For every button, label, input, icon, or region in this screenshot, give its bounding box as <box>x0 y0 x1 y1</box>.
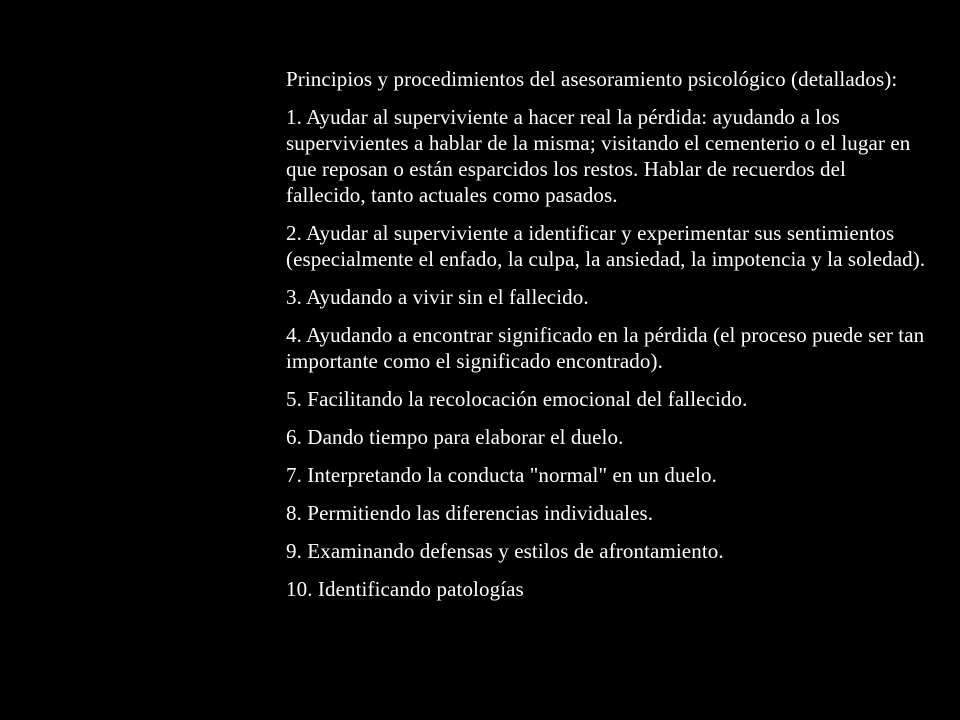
list-item-8: 8. Permitiendo las diferencias individuales. <box>286 501 654 525</box>
list-item-1: 1. Ayudar al superviviente a hacer real la pérdida: ayudando a los supervivientes a hablar de la misma; visitando el cementerio o el lugar en que reposan o están esparcidos los restos. Hablar de recuerdos del fallecido, tanto actuales como pasados. <box>286 105 911 207</box>
list-item-7: 7. Interpretando la conducta "normal" en un duelo. <box>286 463 717 487</box>
list-item-6: 6. Dando tiempo para elaborar el duelo. <box>286 425 624 449</box>
list-item-2: 2. Ayudar al superviviente a identificar y experimentar sus sentimientos (especialmente el enfado, la culpa, la ansiedad, la impotencia y la soledad). <box>286 221 926 271</box>
list-item-3: 3. Ayudando a vivir sin el fallecido. <box>286 285 589 309</box>
slide-text-block <box>286 66 926 614</box>
slide-title: Principios y procedimientos del asesoramiento psicológico (detallados): <box>286 67 898 91</box>
list-item-5: 5. Facilitando la recolocación emocional del fallecido. <box>286 387 748 411</box>
list-item-4: 4. Ayudando a encontrar significado en la pérdida (el proceso puede ser tan importante como el significado encontrado). <box>286 323 925 373</box>
list-item-10: 10. Identificando patologías <box>286 577 524 601</box>
list-item-9: 9. Examinando defensas y estilos de afrontamiento. <box>286 539 724 563</box>
